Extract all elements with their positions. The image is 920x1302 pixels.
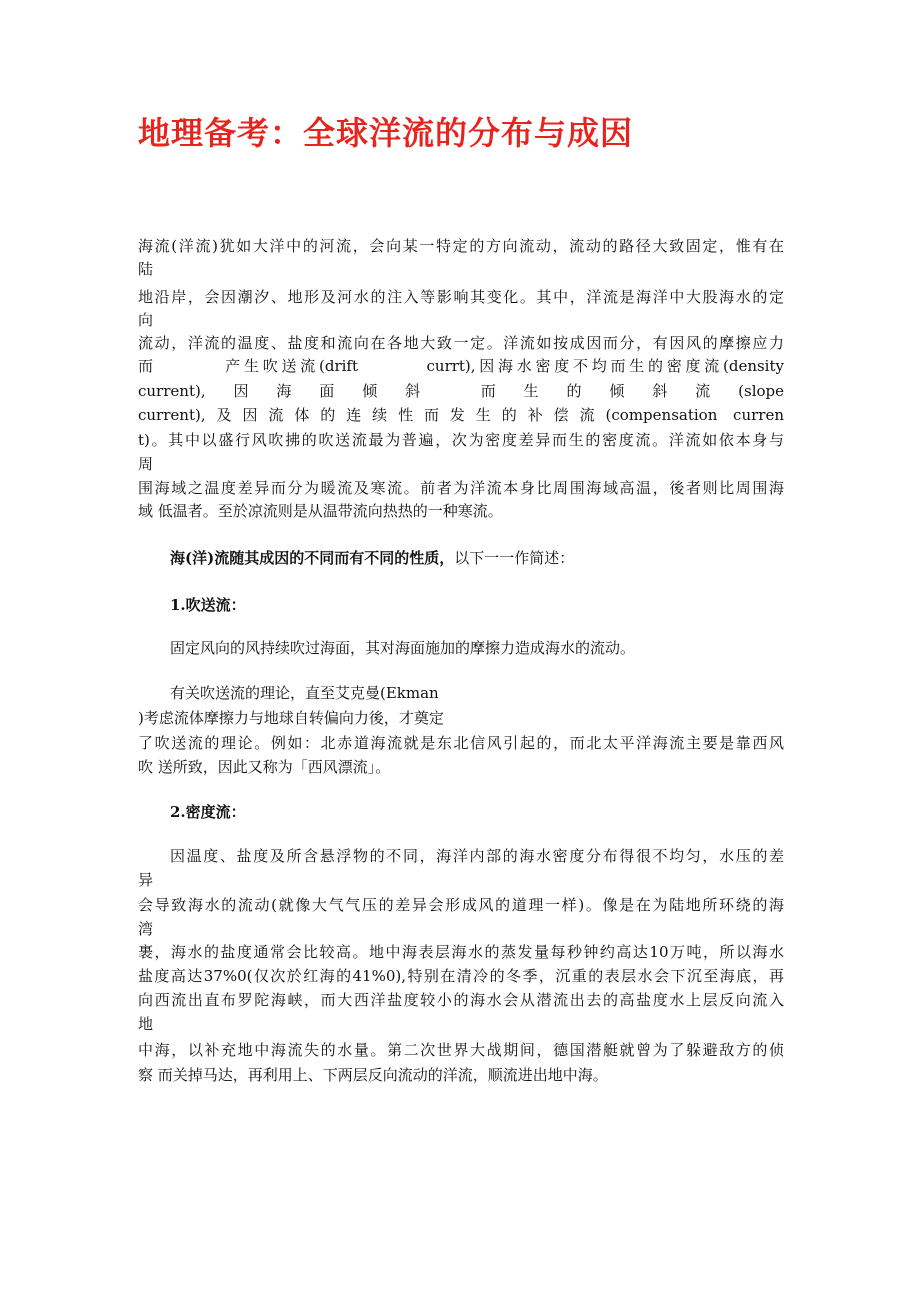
section-intro <box>170 548 784 568</box>
paragraph-line: 吹 送所致，因此又称为「西风漂流」。 <box>138 758 391 776</box>
intro-line: current),及因流体的连续性而发生的补偿流(compensation curren <box>138 406 784 424</box>
intro-line: 围海域之温度差异而分为暖流及寒流。前者为洋流本身比周围海域高温，後者则比周围海 <box>138 479 784 497</box>
paragraph-line: 察 而关掉马达，再利用上、下两层反向流动的洋流，顺流进出地中海。 <box>138 1066 608 1084</box>
section-heading-density-current: 2.密度流： <box>170 803 246 821</box>
paragraph-line: 湾 <box>138 920 154 938</box>
intro-line: t)。其中以盛行风吹拂的吹送流最为普遍，次为密度差异而生的密度流。洋流如依本身与 <box>138 431 784 449</box>
section-intro-bold: 海(洋)流随其成因的不同而有不同的性质， <box>170 549 455 567</box>
paragraph-line: 盐度高达37%0(仅次於红海的41%0),特别在清冷的冬季，沉重的表层水会下沉至海底，再 <box>138 967 784 985</box>
intro-line: 海流(洋流)犹如大洋中的河流，会向某一特定的方向流动，流动的路径大致固定，惟有在 <box>138 237 784 255</box>
paragraph-line: 向西流出直布罗陀海峡，而大西洋盐度较小的海水会从潜流出去的高盐度水上层反向流入 <box>138 991 784 1009</box>
paragraph-line: 了吹送流的理论。例如：北赤道海流就是东北信风引起的，而北太平洋海流主要是靠西风 <box>138 734 784 752</box>
page-title: 地理备考：全球洋流的分布与成因 <box>138 114 634 152</box>
intro-line: 陆 <box>138 260 154 278</box>
intro-line: 周 <box>138 455 154 473</box>
intro-line: current),因海面倾斜 而生的倾斜流(slope <box>138 382 784 400</box>
paragraph-line: 中海，以补充地中海流失的水量。第二次世界大战期间，德国潜艇就曾为了躲避敌方的侦 <box>138 1041 784 1059</box>
paragraph-line: )考虑流体摩擦力与地球自转偏向力後，才奠定 <box>138 709 444 727</box>
intro-line: 地沿岸，会因潮汐、地形及河水的注入等影响其变化。其中，洋流是海洋中大股海水的定 <box>138 288 784 306</box>
paragraph-line: 异 <box>138 871 154 889</box>
intro-line: 流动，洋流的温度、盐度和流向在各地大致一定。洋流如按成因而分，有因风的摩擦应力 <box>138 334 784 352</box>
intro-line: 而 产生吹送流(drift currt),因海水密度不均而生的密度流(density <box>138 357 784 375</box>
paragraph-line: 裹，海水的盐度通常会比较高。地中海表层海水的蒸发量每秒钟约高达10万吨，所以海水 <box>138 943 784 961</box>
paragraph: 固定风向的风持续吹过海面，其对海面施加的摩擦力造成海水的流动。 <box>170 639 636 657</box>
section-heading-blowing-current: 1.吹送流： <box>170 596 246 614</box>
paragraph-line: 会导致海水的流动(就像大气气压的差异会形成风的道理一样)。像是在为陆地所环绕的海 <box>138 896 784 914</box>
intro-line: 向 <box>138 311 154 329</box>
intro-line: 域 低温者。至於凉流则是从温带流向热热的一种寒流。 <box>138 502 503 520</box>
paragraph-line: 因温度、盐度及所含悬浮物的不同，海洋内部的海水密度分布得很不均匀，水压的差 <box>170 847 784 865</box>
section-intro-normal: 以下一一作简述： <box>454 549 575 567</box>
paragraph-line: 地 <box>138 1015 154 1033</box>
paragraph-line: 有关吹送流的理论，直至艾克曼(Ekman <box>170 684 439 702</box>
